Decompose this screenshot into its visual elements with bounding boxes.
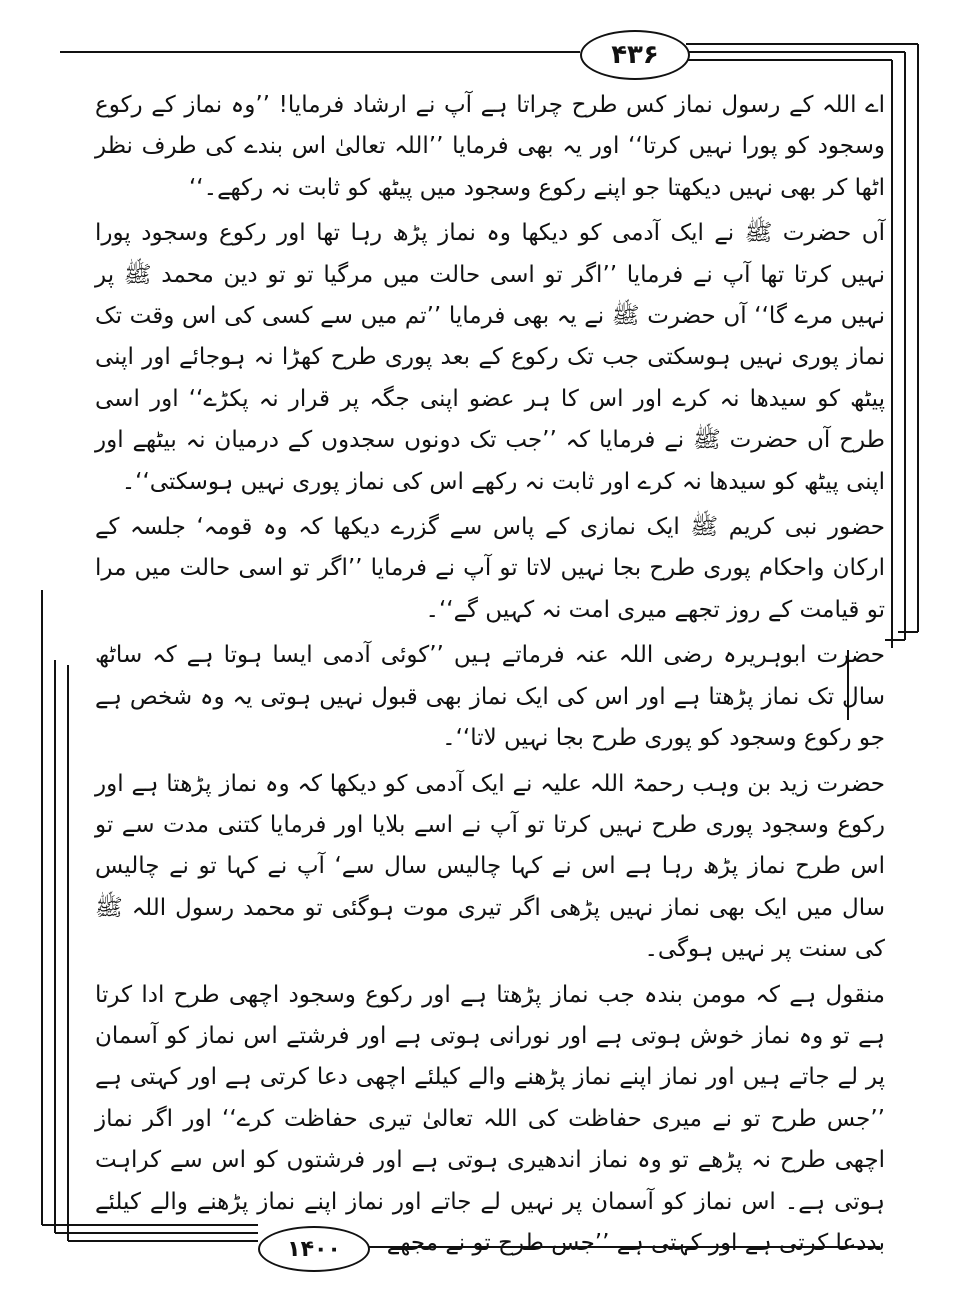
paragraph-5: حضرت زید بن وہب رحمۃ اللہ علیہ نے ایک آدمی کو دیکھا کہ وہ نماز پڑھتا ہے اور رکوع وسجود پوری طرح نہیں کرتا تو آپ نے اسے بلایا اور فرمایا کتنی مدت سے تو اس طرح نماز پڑھ رہا ہے اس نے کہا چالیس سال سے‘ آپ نے کہا تو نے چالیس سال میں ایک بھی نماز نہیں پڑھی اگر تیری موت ہوگئی تو محمد رسول اللہ ﷺ کی سنت پر نہیں ہوگی۔ xyxy=(95,770,885,963)
paragraph-4: حضرت ابوہریرہ رضی اللہ عنہ فرماتے ہیں ’’کوئی آدمی ایسا ہوتا ہے کہ ساٹھ سال تک نماز پڑھتا ہے اور اس کی ایک نماز بھی قبول نہیں ہوتی یہ وہ شخص ہے جو رکوع وسجود کو پوری طرح بجا نہیں لاتا‘‘۔ xyxy=(95,642,885,752)
paragraph-1: اے اللہ کے رسول نماز کس طرح چراتا ہے آپ نے ارشاد فرمایا! ’’وہ نماز کے رکوع وسجود کو پورا نہیں کرتا‘‘ اور یہ بھی فرمایا ’’اللہ تعالیٰ اس بندے کی طرف نظر اٹھا کر بھی نہیں دیکھتا جو اپنے رکوع وسجود میں پیٹھ کو ثابت نہ رکھے۔‘‘ xyxy=(95,92,885,201)
page-number-bottom: ۱۴۰۰ xyxy=(258,1226,370,1272)
paragraph-6: منقول ہے کہ مومن بندہ جب نماز پڑھتا ہے اور رکوع وسجود اچھی طرح ادا کرتا ہے تو وہ نماز خوش ہوتی ہے اور نورانی ہوتی ہے اور فرشتے اس نماز کو آسمان پر لے جاتے ہیں اور نماز اپنے نماز پڑھنے والے کیلئے اچھی دعا کرتی ہے اور کہتی ہے ’’جس طرح تو نے میری حفاظت کی اللہ تعالیٰ تیری حفاظت کرے‘‘ اور اگر نماز اچھی طرح نہ پڑھے تو وہ نماز اندھیری ہوتی ہے اور فرشتوں کو اس سے کراہت ہوتی ہے۔ اس نماز کو آسمان پر نہیں لے جاتے اور نماز اپنے نماز پڑھنے والے کیلئے بددعا کرتی ہے اور کہتی ہے ’’جس طرح تو نے مجھے xyxy=(95,981,885,1256)
page-number-top: ۴۳۶ xyxy=(580,30,690,80)
paragraph-2: آں حضرت ﷺ نے ایک آدمی کو دیکھا وہ نماز پڑھ رہا تھا اور رکوع وسجود پورا نہیں کرتا تھا آپ نے فرمایا ’’اگر تو اسی حالت میں مرگیا تو تو دین محمد ﷺ پر نہیں مرے گا‘‘ آں حضرت ﷺ نے یہ بھی فرمایا ’’تم میں سے کسی کی اس وقت تک نماز پوری نہیں ہوسکتی جب تک رکوع کے بعد پوری طرح کھڑا نہ ہوجائے اور اپنی پیٹھ کو سیدھا نہ کرے اور اس کا ہر عضو اپنی جگہ پر قرار نہ پکڑے‘‘ اور اسی طرح آں حضرت ﷺ نے فرمایا کہ ’’جب تک دونوں سجدوں کے درمیان نہ بیٹھے اور اپنی پیٹھ کو سیدھا نہ کرے اور ثابت نہ رکھے اس کی نماز پوری نہیں ہوسکتی‘‘۔ xyxy=(95,220,885,495)
paragraph-3: حضور نبی کریم ﷺ ایک نمازی کے پاس سے گزرے دیکھا کہ وہ قومہ‘ جلسہ کے ارکان واحکام پوری طرح بجا نہیں لاتا تو آپ نے فرمایا ’’اگر تو اسی حالت میں مرا تو قیامت کے روز تجھے میری امت نہ کہیں گے‘‘۔ xyxy=(95,514,885,623)
